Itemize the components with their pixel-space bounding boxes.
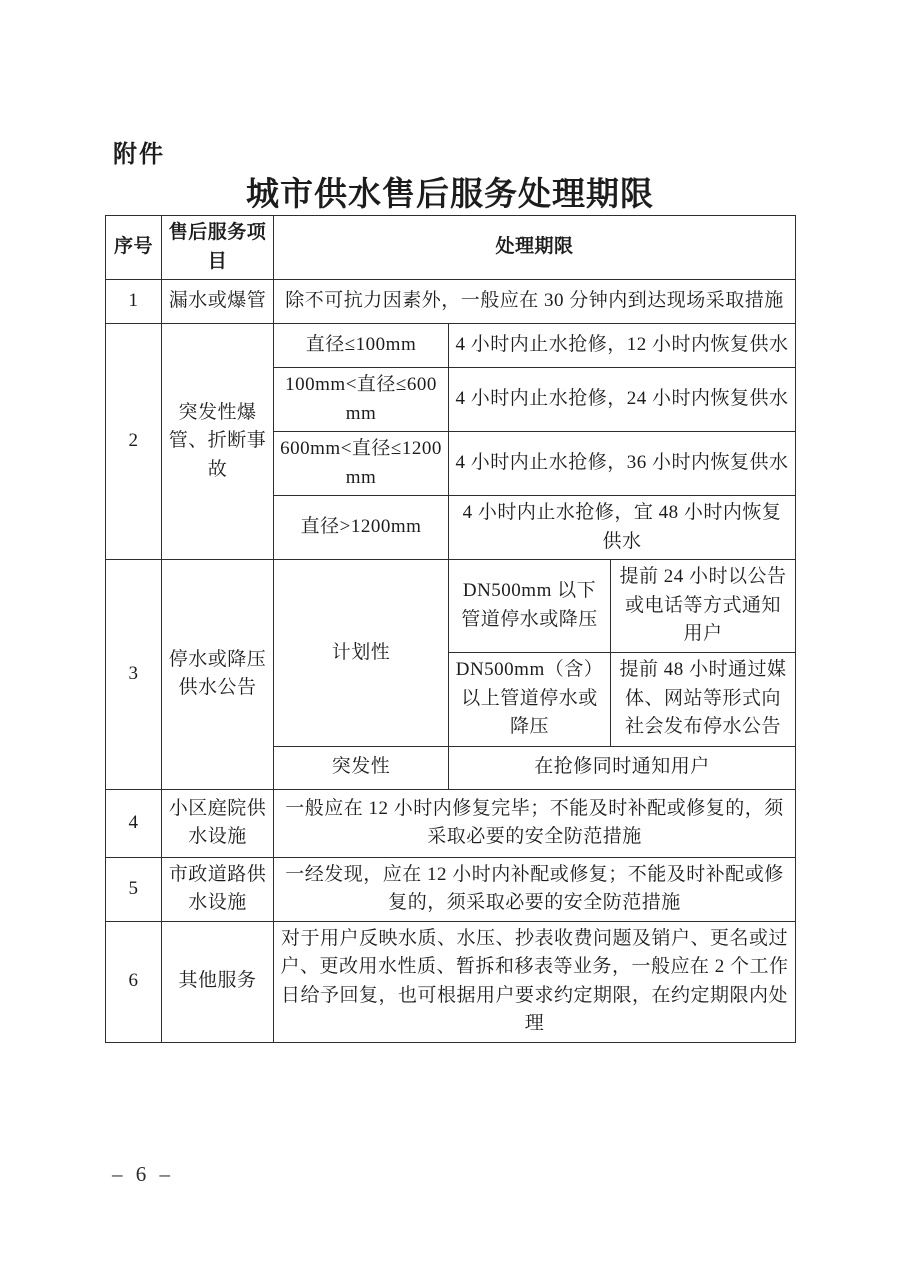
- row5-deadline: 一经发现，应在 12 小时内补配或修复；不能及时补配或修复的，须采取必要的安全防范措施: [274, 857, 796, 921]
- row5-item: 市政道路供水设施: [162, 857, 274, 921]
- table-row: [106, 324, 796, 368]
- row6-deadline: 对于用户反映水质、水压、抄表收费问题及销户、更名或过户、更改用水性质、暂拆和移表等业务，一般应在 2 个工作日给予回复，也可根据用户要求约定期限，在约定期限内处理: [274, 921, 796, 1042]
- attachment-label: 附件: [113, 141, 165, 168]
- row2-sub4-condition: 直径>1200mm: [274, 496, 449, 560]
- row1-deadline: 除不可抗力因素外，一般应在 30 分钟内到达现场采取措施: [274, 280, 796, 324]
- row4-deadline: 一般应在 12 小时内修复完毕；不能及时补配或修复的，须采取必要的安全防范措施: [274, 789, 796, 857]
- row3-no: 3: [106, 560, 162, 790]
- header-service-item: 售后服务项目: [162, 216, 274, 280]
- row2-sub2-deadline: 4 小时内止水抢修，24 小时内恢复供水: [449, 368, 796, 432]
- row3-item: 停水或降压供水公告: [162, 560, 274, 790]
- table-row: [106, 789, 796, 857]
- table-row: [106, 280, 796, 324]
- table-header-row: [106, 216, 796, 280]
- row3-planned-label: 计划性: [274, 560, 449, 747]
- row2-sub3-deadline: 4 小时内止水抢修，36 小时内恢复供水: [449, 432, 796, 496]
- table-row: [106, 560, 796, 653]
- row3-sudden-deadline: 在抢修同时通知用户: [449, 746, 796, 789]
- row5-no: 5: [106, 857, 162, 921]
- header-serial-number: 序号: [106, 216, 162, 280]
- table-row: [106, 921, 796, 1042]
- row3-sudden-label: 突发性: [274, 746, 449, 789]
- row2-sub3-condition: 600mm<直径≤1200mm: [274, 432, 449, 496]
- row6-item: 其他服务: [162, 921, 274, 1042]
- row3-planned2-scope: DN500mm（含）以上管道停水或降压: [449, 652, 611, 746]
- row3-planned2-deadline: 提前 48 小时通过媒体、网站等形式向社会发布停水公告: [611, 652, 796, 746]
- row2-sub2-condition: 100mm<直径≤600mm: [274, 368, 449, 432]
- row6-no: 6: [106, 921, 162, 1042]
- row4-no: 4: [106, 789, 162, 857]
- row1-no: 1: [106, 280, 162, 324]
- row4-item: 小区庭院供水设施: [162, 789, 274, 857]
- row2-sub1-deadline: 4 小时内止水抢修，12 小时内恢复供水: [449, 324, 796, 368]
- page-number: – 6 –: [112, 1162, 174, 1186]
- header-processing-deadline: 处理期限: [274, 216, 796, 280]
- row3-planned1-scope: DN500mm 以下管道停水或降压: [449, 560, 611, 653]
- row2-sub1-condition: 直径≤100mm: [274, 324, 449, 368]
- row2-item: 突发性爆管、折断事故: [162, 324, 274, 560]
- row1-item: 漏水或爆管: [162, 280, 274, 324]
- row2-no: 2: [106, 324, 162, 560]
- table-row: [106, 857, 796, 921]
- row3-planned1-deadline: 提前 24 小时以公告或电话等方式通知用户: [611, 560, 796, 653]
- service-deadline-table: [105, 215, 796, 1043]
- row2-sub4-deadline: 4 小时内止水抢修，宜 48 小时内恢复供水: [449, 496, 796, 560]
- document-title: 城市供水售后服务处理期限: [246, 177, 654, 213]
